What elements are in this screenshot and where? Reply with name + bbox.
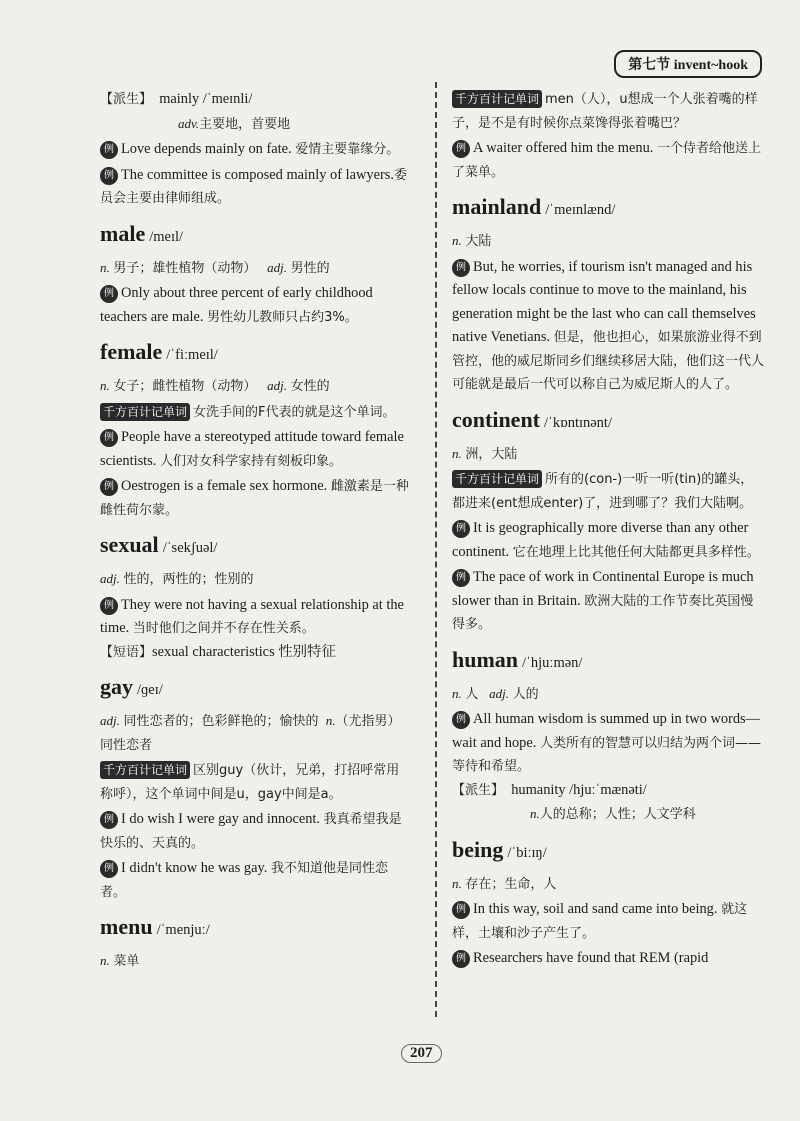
meaning: 女子；雌性植物（动物） [113, 379, 257, 394]
example-tag: 例 [100, 141, 118, 159]
column-divider [435, 82, 437, 1017]
example-tag: 例 [100, 597, 118, 615]
headword: sexual [100, 532, 159, 557]
phrase-label: 【短语】 [100, 644, 153, 660]
example-en: They were not having a sexual relationship at the time. [100, 596, 404, 636]
headword-entry [452, 645, 764, 678]
example-en: It is geographically more diverse than any other continent. [452, 520, 749, 560]
derived-entry [100, 88, 410, 112]
example-tag: 例 [452, 259, 470, 277]
meaning: 同性恋者的；色彩鲜艳的；愉快的 [123, 714, 319, 729]
headword-entry [452, 405, 764, 438]
phonetic: /ˈfiːmeɪl/ [166, 347, 218, 363]
meaning: 性的，两性的；性别的 [123, 572, 254, 587]
example-sentence [452, 947, 764, 971]
headword-entry [452, 192, 764, 225]
phrase-text: sexual characteristics 性别特征 [152, 643, 336, 660]
definition [452, 229, 764, 254]
example-sentence [100, 138, 410, 162]
pos: adj. [100, 571, 120, 586]
pos: adj. [489, 685, 510, 701]
section-header: 第七节 invent~hook [614, 50, 762, 78]
example-en: I do wish I were gay and innocent. [121, 811, 321, 827]
memory-tip [100, 759, 410, 806]
pos: n. [325, 713, 336, 728]
headword: female [100, 339, 163, 364]
headword-entry [100, 912, 410, 945]
headword: menu [100, 914, 153, 939]
pos: n. [452, 875, 462, 891]
example-zh: 一个侍者给他送上了菜单。 [452, 141, 761, 180]
phonetic: /ˈkɒntɪnənt/ [544, 414, 612, 431]
pos: n. [530, 806, 540, 821]
definition [452, 442, 764, 467]
example-en: People have a stereotyped attitude toward female scientists. [100, 429, 404, 469]
example-zh: 委员会主要由律师组成。 [100, 167, 407, 206]
memory-text: 女洗手间的F代表的就是这个单词。 [193, 404, 396, 420]
example-sentence [452, 898, 764, 945]
headword: human [452, 646, 519, 672]
example-en: Only about three percent of early childhood teachers are male. [100, 285, 373, 325]
example-sentence [452, 517, 764, 564]
memory-badge: 千方百计记单词 [100, 761, 190, 779]
phonetic: /meɪl/ [149, 228, 184, 245]
example-zh: 雌激素是一种雌性荷尔蒙。 [100, 479, 409, 518]
meaning: 大陆 [465, 234, 492, 249]
headword-entry [100, 219, 410, 252]
definition [100, 567, 410, 592]
memory-tip [100, 401, 410, 425]
example-en: The committee is composed mainly of lawyers. [121, 166, 394, 183]
memory-tip [452, 88, 764, 135]
meaning: 男性的 [290, 260, 330, 276]
headword: mainland [452, 194, 542, 219]
example-sentence [100, 808, 410, 855]
headword: being [452, 836, 504, 862]
example-sentence [452, 256, 764, 397]
pos: n. [452, 233, 462, 248]
example-sentence [100, 594, 410, 641]
example-zh: 我不知道他是同性恋者。 [100, 861, 388, 900]
example-zh: 当时他们之间并不存在性关系。 [132, 621, 315, 636]
meaning: 男子；雄性植物（动物） [113, 260, 257, 276]
example-zh: 但是，他也担心，如果旅游业得不到管控，他的威尼斯同乡们继续移居大陆，他们这一代人可能就是最后一代可以称自己为威尼斯人的人了。 [452, 330, 765, 392]
example-tag: 例 [452, 569, 470, 587]
meaning: （尤指男）同性恋者 [100, 714, 401, 753]
example-zh: 就这样，土壤和沙子产生了。 [452, 902, 748, 941]
example-sentence [100, 164, 410, 211]
definition [100, 374, 410, 399]
example-tag: 例 [100, 167, 118, 185]
phonetic: /ˈmeɪnlænd/ [545, 202, 616, 218]
derived-word: mainly /ˈmeɪnli/ [159, 91, 253, 107]
example-en: But, he worries, if tourism isn't managed and his fellow locals continue to move to the mainland, his generation might be the last who can call themselves native Venetians. [452, 258, 756, 345]
headword-entry [100, 530, 410, 563]
pos: n. [100, 378, 110, 393]
derived-meaning [100, 112, 410, 137]
example-zh: 欧洲大陆的工作节奏比英国慢得多。 [452, 593, 754, 632]
example-tag: 例 [452, 901, 470, 919]
meaning: 人 [465, 686, 479, 702]
example-zh: 人类所有的智慧可以归结为两个词——等待和希望。 [452, 735, 761, 774]
example-tag: 例 [100, 811, 118, 829]
pos: adj. [100, 713, 120, 728]
headword-entry [452, 835, 764, 868]
example-tag: 例 [452, 520, 470, 538]
pos: n. [100, 259, 110, 275]
definition [452, 872, 764, 897]
headword: gay [100, 674, 133, 699]
pos: n. [452, 685, 462, 701]
left-column [100, 88, 410, 974]
example-tag: 例 [100, 285, 118, 303]
derived-meaning [452, 802, 764, 827]
memory-text: men（人），u想成一个人张着嘴的样子，是不是有时候你点菜馋得张着嘴巴？ [452, 92, 758, 131]
phonetic: /ˈmenjuː/ [156, 922, 210, 938]
meaning: 洲，大陆 [465, 446, 518, 462]
phonetic: /ˈsekʃuəl/ [162, 540, 218, 556]
example-sentence [100, 282, 410, 329]
meaning: 女性的 [290, 379, 330, 394]
example-en: I didn't know he was gay. [121, 860, 268, 876]
example-en: Love depends mainly on fate. [121, 141, 292, 157]
example-en: All human wisdom is summed up in two words—wait and hope. [452, 711, 761, 751]
pos: n. [452, 445, 462, 461]
phonetic: /ˈhjuːmən/ [522, 654, 583, 671]
phonetic: /ˈbiːɪŋ/ [507, 844, 547, 861]
example-tag: 例 [100, 429, 118, 447]
example-sentence [452, 708, 764, 779]
memory-badge: 千方百计记单词 [452, 90, 542, 108]
memory-badge: 千方百计记单词 [100, 403, 190, 421]
headword-entry [100, 337, 410, 370]
example-en: In this way, soil and sand came into being. [473, 901, 718, 917]
meaning: 菜单 [113, 954, 140, 969]
phrase-entry [100, 641, 410, 665]
example-tag: 例 [100, 860, 118, 878]
right-column [452, 88, 764, 971]
derived-word: humanity /hjuːˈmænəti/ [511, 781, 647, 798]
derive-label: 【派生】 [452, 782, 505, 798]
memory-badge: 千方百计记单词 [452, 470, 542, 488]
example-tag: 例 [452, 140, 470, 158]
meaning: 存在；生命，人 [465, 876, 557, 892]
example-sentence [100, 426, 410, 473]
headword-entry [100, 672, 410, 705]
pos: adj. [267, 378, 288, 393]
example-sentence [452, 137, 764, 184]
meaning: 人的 [512, 686, 539, 702]
example-zh: 它在地理上比其他任何大陆都更具多样性。 [512, 544, 760, 560]
example-en: A waiter offered him the menu. [473, 140, 654, 156]
meaning: 人的总称；人性；人文学科 [539, 807, 696, 822]
example-tag: 例 [100, 478, 118, 496]
example-en: Researchers have found that REM (rapid [473, 950, 709, 966]
example-sentence [452, 566, 764, 637]
derived-entry [452, 779, 764, 803]
pos: adv. [178, 115, 200, 131]
definition [100, 709, 410, 757]
example-tag: 例 [452, 711, 470, 729]
memory-text: 所有的(con-)一听一听(tin)的罐头，都进来(ent想成enter)了，进到哪了？我们大陆啊。 [452, 472, 754, 511]
example-tag: 例 [452, 950, 470, 968]
example-zh: 爱情主要靠缘分。 [295, 142, 400, 157]
pos: adj. [267, 259, 288, 275]
definition [100, 256, 410, 281]
derive-label: 【派生】 [100, 92, 153, 107]
page-number: 207 [401, 1044, 442, 1063]
definition [452, 682, 764, 707]
example-en: Oestrogen is a female sex hormone. [121, 478, 328, 494]
example-en: The pace of work in Continental Europe is much slower than in Britain. [452, 569, 754, 609]
example-sentence [100, 475, 410, 522]
phonetic: /ɡeɪ/ [137, 682, 163, 698]
example-zh: 人们对女科学家持有刻板印象。 [159, 453, 342, 469]
meaning: 主要地，首要地 [199, 116, 291, 132]
memory-tip [452, 468, 764, 515]
pos: n. [100, 953, 110, 968]
headword: continent [452, 406, 540, 432]
example-zh: 男性幼儿教师只占约3%。 [207, 309, 358, 325]
definition [100, 949, 410, 974]
memory-text: 区别guy（伙计，兄弟，打招呼常用称呼），这个单词中间是u，gay中间是a。 [100, 763, 400, 802]
headword: male [100, 220, 146, 246]
example-sentence [100, 857, 410, 904]
example-zh: 我真希望我是快乐的、天真的。 [100, 812, 402, 851]
